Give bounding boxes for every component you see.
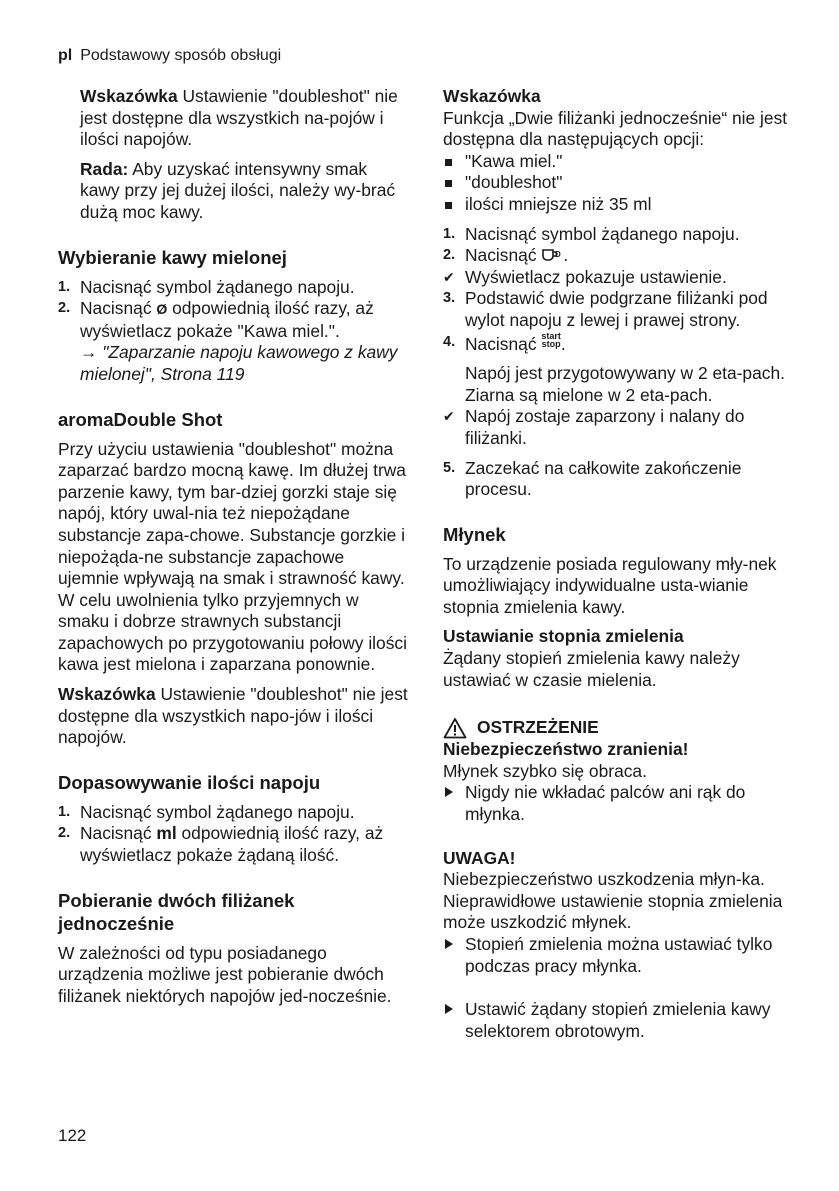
ground-coffee-icon: Ø [156,301,168,318]
caution-title: UWAGA! [443,847,516,868]
caution-text: Niebezpieczeństwo uszkodzenia młyn-ka. Nieprawidłowe ustawienie stopnia zmielenia może uszkodzić młynek. [443,869,783,933]
list-item: 1. Nacisnąć symbol żądanego napoju. [443,223,740,244]
grinder-body: To urządzenie posiada regulowany mły-nek umożliwiający indywidualne usta-wianie stopnia zmielenia kawy. [443,553,777,617]
list-item: 2. Nacisnąć ml odpowiednią ilość razy, aż wyświetlacz pokaże żądaną ilość. [58,823,384,866]
heading-grinder: Młynek [443,523,506,545]
list-item: ilości mniejsze niż 35 ml [443,194,793,216]
ground-coffee-steps [58,277,408,386]
svg-text:D: D [555,250,562,260]
tip-text: Ustawienie "doubleshot" nie jest dostępne dla wszystkich na-pojów i ilości napojów. [80,86,398,150]
list-item: 2. Nacisnąć D . [443,245,569,266]
heading-aroma-double-shot: aromaDouble Shot [58,408,223,430]
list-item: Nigdy nie wkładać palców ani rąk do młynka. [443,782,793,825]
list-item: Ustawić żądany stopień zmielenia kawy selektorem obrotowym. [443,999,793,1042]
start-stop-icon: start stop [541,330,561,349]
list-item: 5. Zaczekać na całkowite zakończenie procesu. [443,457,742,500]
list-item: 2. Nacisnąć Ø odpowiednią ilość razy, aż wyświetlacz pokaże "Kawa miel.". → "Zaparzanie napoju kawowego z kawy mielonej", Strona 119 [58,298,408,385]
tip-label: Wskazówka [80,86,178,106]
step-note: Napój jest przygotowywany w 2 eta-pach. Ziarna są mielone w 2 eta-pach. [465,363,785,405]
advice-label: Rada: [80,158,129,179]
heading-amount: Dopasowywanie ilości napoju [58,771,321,793]
list-item-result: ✔ Wyświetlacz pokazuje ustawienie. [443,266,727,287]
running-header [58,46,281,66]
list-item: 1. Nacisnąć symbol żądanego napoju. [58,801,355,822]
heading-grind-setting: Ustawianie stopnia zmielenia [443,626,684,647]
warning-title: OSTRZEŻENIE [477,717,599,738]
warning-triangle-icon [443,717,467,739]
final-step-list [443,999,793,1042]
two-cups-steps [443,224,793,501]
warning-subtitle: Niebezpieczeństwo zranienia! [443,739,689,760]
list-item: "doubleshot" [443,172,793,194]
list-item: Stopień zmielenia można ustawiać tylko podczas pracy młynka. [443,934,793,977]
right-column [443,86,793,1042]
tip-doubleshot [58,86,408,224]
warning-header [443,717,793,739]
list-item: 4. Nacisnąć start stop. Napój jest przygotowywany w 2 eta-pach. Ziarna są mielone w 2 eta-pach. [443,332,793,407]
section-title: Podstawowy sposób obsługi [80,47,282,64]
list-item: 3. Podstawić dwie podgrzane filiżanki pod wylot napoju z lewej i prawej strony. [443,288,768,330]
amount-steps [58,802,408,867]
advice-text: Aby uzyskać intensywny smak kawy przy jej dużej ilości, należy wy-brać dużą moc kawy. [80,158,396,222]
list-item: "Kawa miel." [443,151,793,173]
two-cups-icon [541,248,563,262]
aroma-body: Przy użyciu ustawienia "doubleshot" można zaparzać bardzo mocną kawę. Im dłużej trwa parzenie kawy, tym bar-dziej gorzki staje się napój, który uwal-nia też niepożądane substancje zapa-chowe. Substancje gorzkie i niepożąda-ne substancje zapachowe ujemnie wpływają na smak i strawność kawy. W celu uwolnienia tylko przyjemnych w smaku i dobrze strawnych substancji zapachowych po przygotowaniu połowy ilości kawa jest mielona i zaparzana ponownie. [58,438,407,675]
tip-text: Funkcja „Dwie filiżanki jednocześnie“ nie jest dostępna dla następujących opcji: [443,107,788,150]
warning-list [443,782,793,825]
ml-icon: ml [156,823,177,844]
left-column [58,86,408,1007]
heading-two-cups: Pobieranie dwóch filiżanek jednocześnie [58,889,295,934]
tip-label: Wskazówka [443,86,541,106]
warning-text: Młynek szybko się obraca. [443,760,647,781]
cross-reference: → "Zaparzanie napoju kawowego z kawy mielonej", Strona 119 [80,342,398,384]
page-number: 122 [58,1126,87,1145]
tip-options-list [443,151,793,216]
heading-ground-coffee: Wybieranie kawy mielonej [58,246,287,268]
caution-list [443,934,793,977]
grind-setting-body: Żądany stopień zmielenia kawy należy ustawiać w czasie mielenia. [443,648,740,690]
aroma-tip: Wskazówka Ustawienie "doubleshot" nie jest dostępne dla wszystkich napo-jów i ilości napojów. [58,684,408,748]
two-cups-body: W zależności od typu posiadanego urządzenia możliwe jest pobieranie dwóch filiżanek niektórych napojów jed-nocześnie. [58,942,392,1006]
language-code: pl [58,47,73,64]
list-item-result: ✔ Napój zostaje zaparzony i nalany do filiżanki. [443,406,745,448]
list-item: 1. Nacisnąć symbol żądanego napoju. [58,276,355,297]
